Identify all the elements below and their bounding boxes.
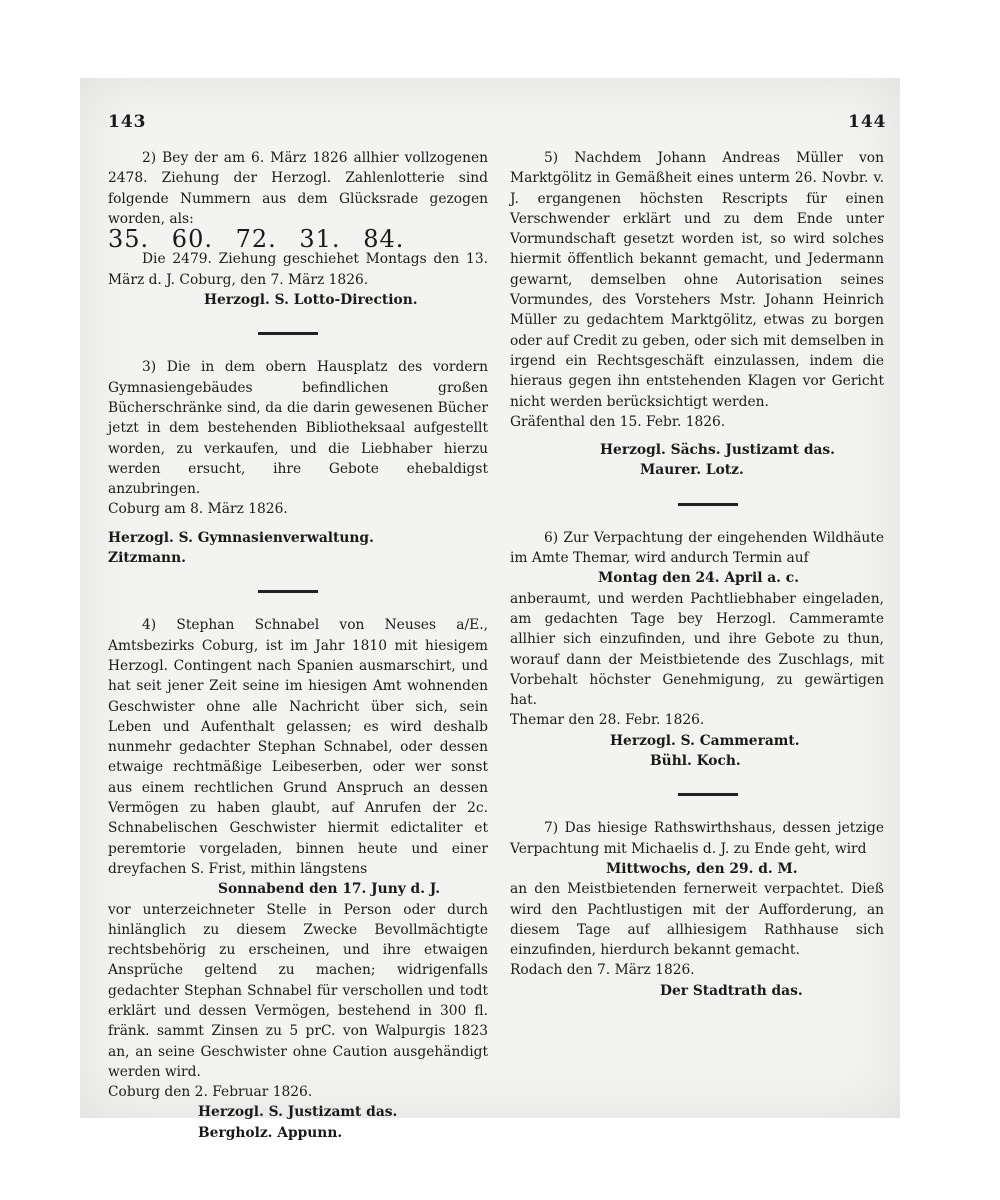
separator-rule bbox=[678, 793, 738, 796]
right-column bbox=[510, 148, 884, 1001]
notice-5-text: 5) Nachdem Johann Andreas Müller von Marktgölitz in Gemäßheit eines unterm 26. Novbr. v. J. ergangenen höchsten Rescripts für einen Verschwender erklärt und zu dem Ende unter Vormundschaft gesetzt worden ist, so wird solches hiermit öffentlich bekannt gemacht, und Jedermann gewarnt, demselben ohne Autorisation seines Vormundes, des Vorstehers Mstr. Johann Heinrich Müller zu gedachtem Marktgölitz, etwas zu borgen oder auf Credit zu geben, oder sich mit demselben in irgend ein Rechtsgeschäft einzulassen, indem die hieraus gegen ihn entstehenden Klagen vor Gericht nicht werden berücksichtigt werden. bbox=[510, 150, 884, 410]
page-number-right: 144 bbox=[848, 112, 887, 132]
separator-rule bbox=[258, 332, 318, 335]
notice-6-text-continued: anberaumt, und werden Pachtliebhaber eingeladen, am gedachten Tage bey Herzogl. Cammeramte allhier sich einzufinden, und ihre Gebote zu thun, worauf dann der Meistbietende des Zuschlags, mit Vorbehalt höchster Genehmigung, zu gewärtigen hat. bbox=[510, 590, 884, 709]
notice-6-names: Bühl. Koch. bbox=[650, 753, 741, 770]
notice-3-signature: Herzogl. S. Gymnasienverwaltung. bbox=[108, 529, 374, 546]
notice-3 bbox=[108, 357, 488, 568]
notice-4-deadline: Sonnabend den 17. Juny d. J. bbox=[218, 881, 441, 898]
notice-6-signature: Herzogl. S. Cammeramt. bbox=[610, 732, 800, 749]
notice-2 bbox=[108, 148, 488, 310]
notice-6-place-date: Themar den 28. Febr. 1826. bbox=[510, 712, 705, 729]
notice-5-place-date: Gräfenthal den 15. Febr. 1826. bbox=[510, 413, 726, 430]
notice-3-name: Zitzmann. bbox=[108, 550, 186, 567]
notice-3-place-date: Coburg am 8. März 1826. bbox=[108, 501, 288, 518]
notice-2-signature: Herzogl. S. Lotto-Direction. bbox=[204, 292, 418, 309]
notice-3-text: 3) Die in dem obern Hausplatz des vordern Gymnasiengebäudes befindlichen großen Bücherschränke sind, da die darin gewesenen Bücher jetzt in dem bestehenden Bibliotheksaal aufgestellt worden, zu verkaufen, und die Liebhaber hierzu werden ersucht, ihre Gebote ehebaldigst anzubringen. bbox=[108, 359, 488, 498]
notice-6 bbox=[510, 528, 884, 772]
notice-4-names: Bergholz. Appunn. bbox=[198, 1124, 343, 1141]
lottery-numbers: 35. 60. 72. 31. 84. bbox=[108, 225, 405, 254]
page-number-left: 143 bbox=[108, 112, 147, 132]
notice-4-text: 4) Stephan Schnabel von Neuses a/E., Amtsbezirks Coburg, ist im Jahr 1810 mit hiesigem Herzogl. Contingent nach Spanien ausmarschirt, und hat seit jener Zeit seine im hiesigen Amt wohnenden Geschwister ohne alle Nachricht über sich, sein Leben und Aufenthalt gelassen; es wird deshalb nunmehr gedachter Stephan Schnabel, oder dessen etwaige rechtmäßige Leibeserben, oder wer sonst aus einem rechtlichen Grund Anspruch an dessen Vermögen zu haben glaubt, auf Anrufen der 2c. Schnabelischen Geschwister hiermit edictaliter et peremtorie vorgeladen, binnen heute und einer dreyfachen S. Frist, mithin längstens bbox=[108, 617, 488, 877]
notice-2-next-draw: Die 2479. Ziehung geschiehet Montags den 13. März d. J. Coburg, den 7. März 1826. bbox=[108, 251, 488, 288]
separator-rule bbox=[678, 503, 738, 506]
notice-7 bbox=[510, 818, 884, 1001]
notice-5 bbox=[510, 148, 884, 481]
notice-7-date: Mittwochs, den 29. d. M. bbox=[606, 860, 798, 877]
notice-4-place-date: Coburg den 2. Februar 1826. bbox=[108, 1084, 313, 1101]
notice-7-text: 7) Das hiesige Rathswirthshaus, dessen jetzige Verpachtung mit Michaelis d. J. zu Ende geht, wird bbox=[510, 820, 884, 857]
notice-5-names: Maurer. Lotz. bbox=[640, 462, 744, 479]
notice-5-signature: Herzogl. Sächs. Justizamt das. bbox=[600, 442, 835, 459]
notice-6-text: 6) Zur Verpachtung der eingehenden Wildhäute im Amte Themar, wird andurch Termin auf bbox=[510, 529, 884, 567]
separator-rule bbox=[258, 590, 318, 593]
notice-6-date: Montag den 24. April a. c. bbox=[598, 570, 799, 587]
notice-7-text-continued: an den Meistbietenden fernerweit verpachtet. Dieß wird den Pachtlustigen mit der Aufforderung, an diesem Tage auf allhiesigem Rathhause sich einzufinden, hierdurch bekannt gemacht. bbox=[510, 881, 884, 959]
notice-4-signature: Herzogl. S. Justizamt das. bbox=[198, 1104, 398, 1121]
notice-4 bbox=[108, 615, 488, 1143]
notice-4-text-continued: vor unterzeichneter Stelle in Person oder durch hinlänglich zu diesem Zwecke Bevollmächtigte rechtsbehörig zu erscheinen, und ihre etwaigen Ansprüche geltend zu machen; widrigenfalls gedachter Stephan Schnabel für verschollen und todt erklärt und dessen Vermögen, bestehend in 300 fl. fränk. sammt Zinsen zu 5 prC. von Walpurgis 1823 an, an seine Geschwister ohne Caution ausgehändigt werden wird. bbox=[108, 901, 488, 1080]
notice-7-signature: Der Stadtrath das. bbox=[660, 982, 803, 999]
notice-2-text: 2) Bey der am 6. März 1826 allhier vollzogenen 2478. Ziehung der Herzogl. Zahlenlotterie sind folgende Nummern aus dem Glücksrade gezogen worden, als: bbox=[108, 150, 488, 227]
left-column bbox=[108, 148, 488, 1143]
notice-7-place-date: Rodach den 7. März 1826. bbox=[510, 962, 695, 979]
